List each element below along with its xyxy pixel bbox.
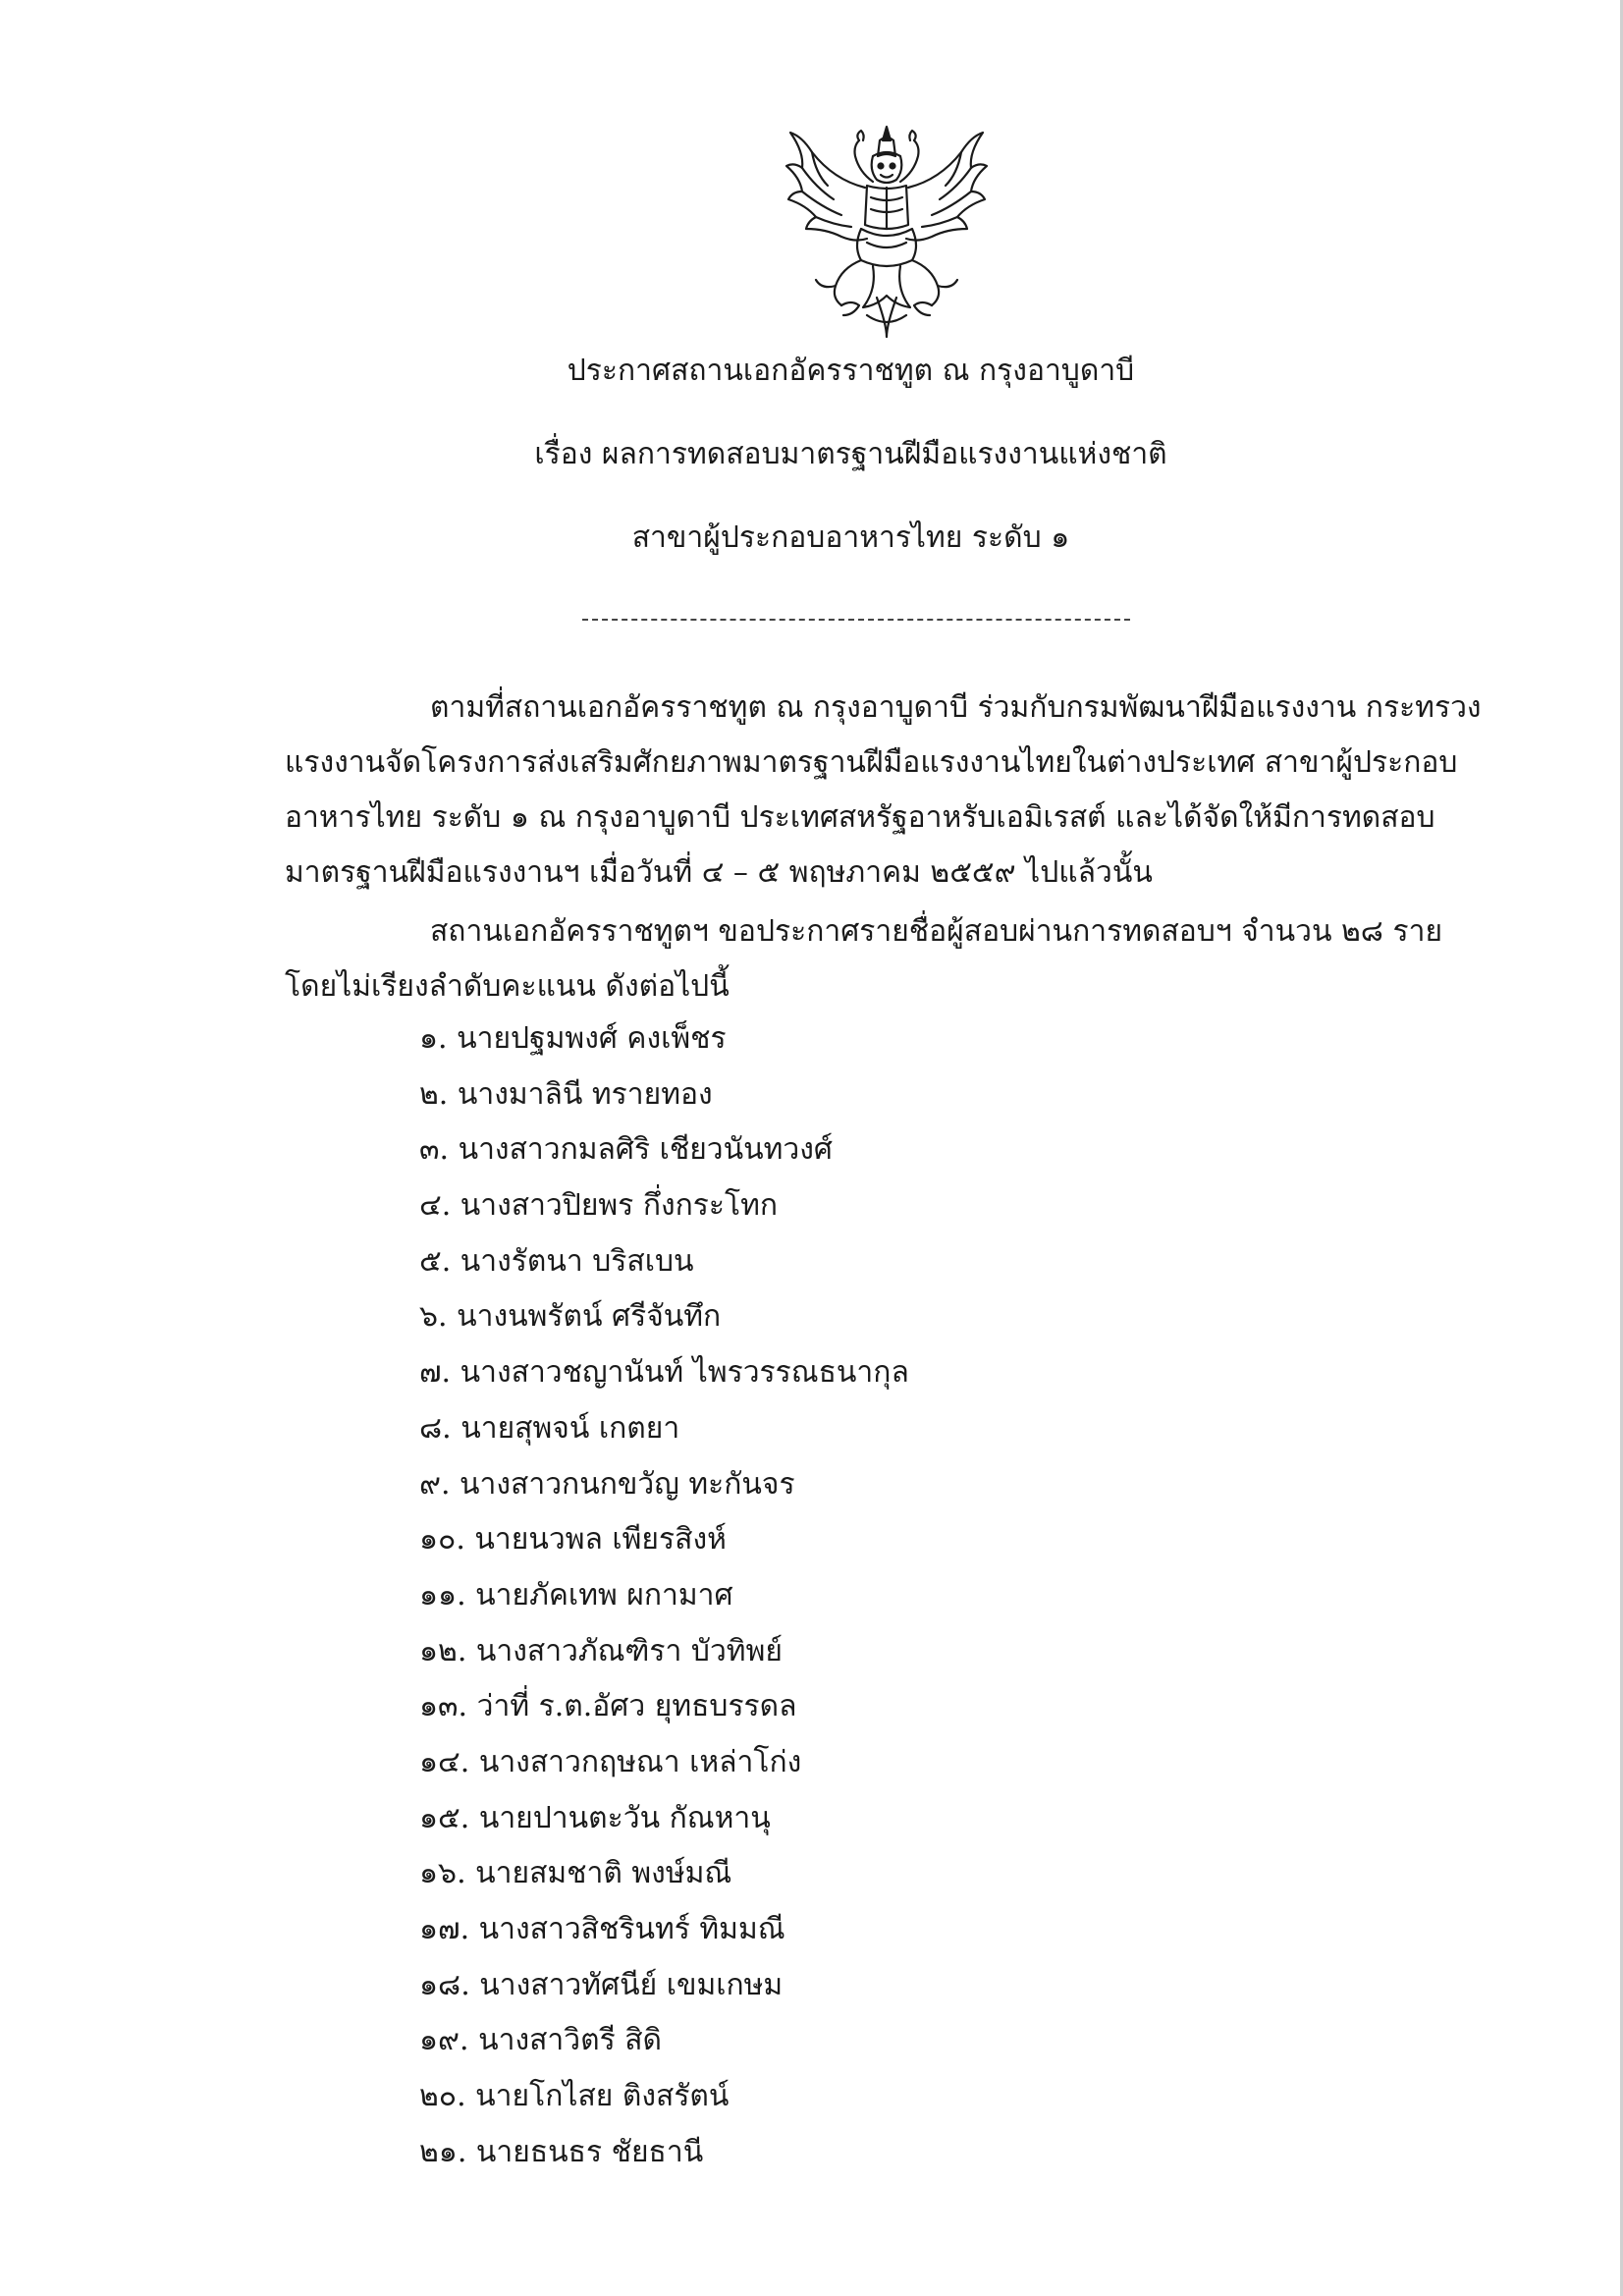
- list-item: ๗. นางสาวชญานันท์ ไพรวรรณธนากุล: [419, 1355, 909, 1391]
- paragraph-2-line-1: สถานเอกอัครราชทูตฯ ขอประกาศรายชื่อผู้สอบผ่านการทดสอบฯ จำนวน ๒๘ ราย: [430, 914, 1443, 949]
- passed-candidates-list: [419, 1011, 1303, 2180]
- list-item: ๕. นางรัตนา บริสเบน: [419, 1243, 694, 1279]
- list-item: ๒. นางมาลินี ทรายทอง: [419, 1076, 713, 1112]
- list-item: ๑๕. นายปานตะวัน กัณหานุ: [419, 1800, 771, 1835]
- announcement-title: ประกาศสถานเอกอัครราชทูต ณ กรุงอาบูดาบี: [567, 354, 1135, 388]
- paragraph-2-line-2: โดยไม่เรียงลำดับคะแนน ดังต่อไปนี้: [285, 969, 730, 1004]
- list-item: ๒๐. นายโกไสย ติงสรัตน์: [419, 2079, 730, 2114]
- garuda-emblem-icon: [783, 123, 991, 341]
- divider: [582, 619, 1130, 621]
- list-item: ๑๐. นายนวพล เพียรสิงห์: [419, 1522, 727, 1558]
- list-item: ๑๑. นายภัคเทพ ผกามาศ: [419, 1577, 733, 1613]
- list-item: ๓. นางสาวกมลศิริ เชียวนันทวงศ์: [419, 1132, 833, 1168]
- list-item: ๑๒. นางสาวภัณฑิรา บัวทิพย์: [419, 1633, 783, 1668]
- list-item: ๙. นางสาวกนกขวัญ ทะกันจร: [419, 1466, 795, 1502]
- paragraph-1-line-4: มาตรฐานฝีมือแรงงานฯ เมื่อวันที่ ๔ – ๕ พฤษภาคม ๒๕๕๙ ไปแล้วนั้น: [285, 855, 1153, 890]
- list-item: ๑๙. นางสาวิตรี สิดิ: [419, 2023, 663, 2058]
- list-item: ๑๘. นางสาวทัศนีย์ เขมเกษม: [419, 1967, 784, 2002]
- announcement-subject: เรื่อง ผลการทดสอบมาตรฐานฝีมือแรงงานแห่งชาติ: [534, 437, 1167, 471]
- paragraph-1-line-1: ตามที่สถานเอกอัครราชทูต ณ กรุงอาบูดาบี ร่วมกับกรมพัฒนาฝีมือแรงงาน กระทรวง: [430, 690, 1482, 725]
- list-item: ๑. นายปฐมพงศ์ คงเพ็ชร: [419, 1021, 727, 1056]
- list-item: ๔. นางสาวปิยพร กึ่งกระโทก: [419, 1188, 779, 1224]
- list-item: ๖. นางนพรัตน์ ศรีจันทึก: [419, 1299, 722, 1335]
- list-item: ๑๗. นางสาวสิชรินทร์ ทิมมณี: [419, 1912, 785, 1946]
- list-item: ๑๖. นายสมชาติ พงษ์มณี: [419, 1856, 732, 1891]
- paragraph-1-line-3: อาหารไทย ระดับ ๑ ณ กรุงอาบูดาบี ประเทศสหรัฐอาหรับเอมิเรสต์ และได้จัดให้มีการทดสอบ: [285, 800, 1435, 835]
- announcement-branch: สาขาผู้ประกอบอาหารไทย ระดับ ๑: [631, 520, 1070, 555]
- list-item: ๑๓. ว่าที่ ร.ต.อัศว ยุทธบรรดล: [419, 1689, 797, 1724]
- list-item: ๘. นายสุพจน์ เกตยา: [419, 1410, 680, 1446]
- list-item: ๑๔. นางสาวกฤษณา เหล่าโก่ง: [419, 1744, 802, 1779]
- list-item: ๒๑. นายธนธร ชัยธานี: [419, 2134, 704, 2169]
- paragraph-1-line-2: แรงงานจัดโครงการส่งเสริมศักยภาพมาตรฐานฝีมือแรงงานไทยในต่างประเทศ สาขาผู้ประกอบ: [285, 745, 1458, 780]
